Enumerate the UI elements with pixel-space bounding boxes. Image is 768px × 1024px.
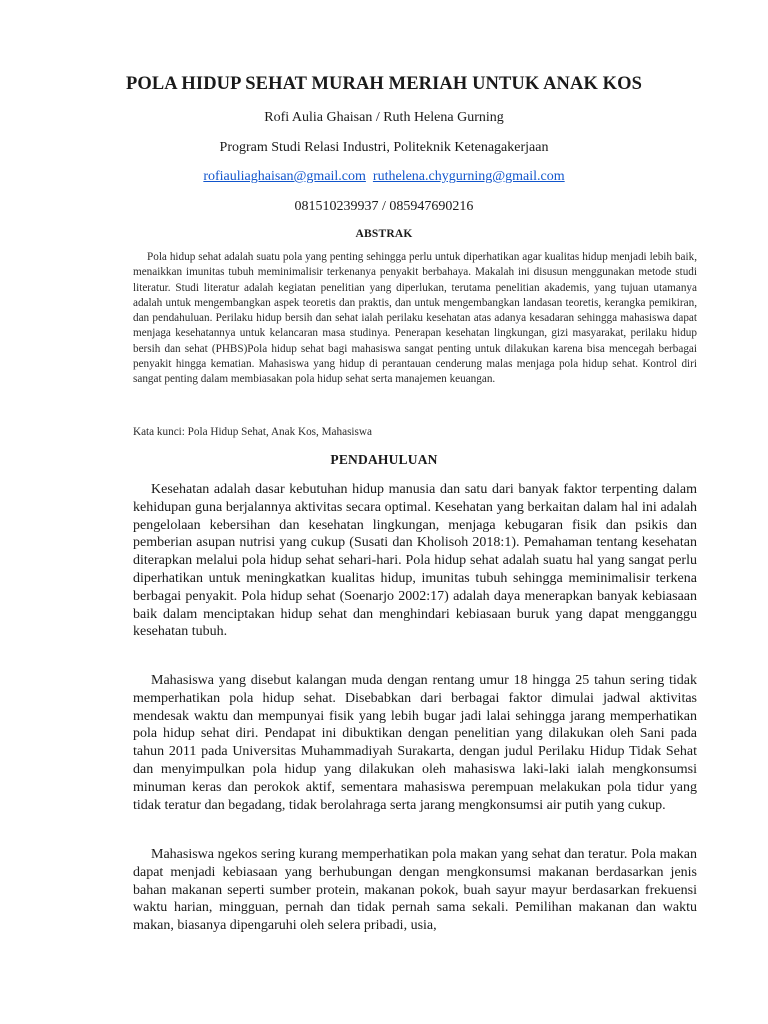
abstract-heading: ABSTRAK — [355, 228, 413, 240]
author-phones: 081510239937 / 085947690216 — [294, 199, 474, 214]
body-paragraph-1: Kesehatan adalah dasar kebutuhan hidup manusia dan satu dari banyak faktor terpenting dalam kehidupan guna berjalannya aktivitas secara optimal. Kesehatan yang berkaitan dalam hal ini adalah pengelolaan kebersihan dan kesehatan lingkungan, menjaga kebugaran fisik dan psikis dan pemberian asupan nutrisi yang cukup (Susati dan Kholisoh 2018:1). Pemahaman tentang kesehatan diterapkan melalui pola hidup sehat sehari-hari. Pola hidup sehat adalah suatu hal yang sangat perlu diperhatikan untuk meningkatkan kualitas hidup, imunitas tubuh sehingga meminimalisir terkena berbagai penyakit. Pola hidup sehat (Soenarjo 2002:17) adalah daya menerapkan banyak kebiasaan baik dalam menciptakan hidup sehat dan menghindari kebiasaan buruk yang dapat mengganggu kesehatan tubuh. — [133, 482, 697, 640]
email-link-2[interactable]: ruthelena.chygurning@gmail.com — [372, 169, 565, 184]
body-paragraph-3: Mahasiswa ngekos sering kurang memperhatikan pola makan yang sehat dan teratur. Pola makan dapat menjadi kebiasaan yang berhubungan dengan mengkonsumsi makanan berdasarkan jenis bahan makanan seperti sumber protein, makanan pokok, buah sayur mayur berdasarkan frekuensi waktu harian, mingguan, pernah dan tidak pernah sama sekali. Pemilihan makanan dan waktu makan, biasanya dipengaruhi oleh selera pribadi, usia, — [133, 847, 697, 934]
abstract-text: Pola hidup sehat adalah suatu pola yang penting sehingga perlu untuk diperhatikan agar kualitas hidup menjadi lebih baik, menaikkan imunitas tubuh meminimalisir terkenanya penyakit berbahaya. Makalah ini disusun menggunakan metode studi literatur. Studi literatur adalah kegiatan penelitian yang diperlukan, terutama penelitian akademis, yang tujuan utamanya adalah untuk mengembangkan aspek teoretis dan praktis, dan untuk mengembangkan landasan teoretis, kerangka pemikiran, dan pendahuluan. Perilaku hidup bersih dan sehat ialah perilaku kesehatan atas adanya kesadaran sehingga mahasiswa dapat menjaga kesehatannya untuk kelancaran masa studinya. Penerapan kesehatan lingkungan, gizi masyarakat, perilaku hidup bersih dan sehat (PHBS)Pola hidup sehat bagi mahasiswa sangat penting untuk dilakukan karena bisa mencegah berbagai penyakit hingga kematian. Mahasiswa yang hidup di perantauan cenderung malas menjaga pola hidup sehat. Kontrol diri sangat penting dalam membiasakan pola hidup sehat serta manajemen keuangan. — [133, 251, 697, 386]
author-names: Rofi Aulia Ghaisan / Ruth Helena Gurning — [264, 110, 504, 125]
body-paragraph-2: Mahasiswa yang disebut kalangan muda dengan rentang umur 18 hingga 25 tahun sering tidak memperhatikan pola hidup sehat. Disebabkan dari berbagai faktor dimulai jadwal aktivitas mendesak waktu dan mempunyai fisik yang lebih bugar jadi lalai sehingga jarang memperhatikan pola hidup sehat diri. Pendapat ini dibuktikan dengan penelitian yang dilakukan oleh Sani pada tahun 2011 pada Universitas Muhammadiyah Surakarta, dengan judul Perilaku Hidup Tidak Sehat dan menyimpulkan pola hidup yang dilakukan oleh mahasiswa laki-laki ialah mengkonsumsi minuman keras dan perokok aktif, sementara mahasiswa perempuan melakukan pola tidur yang tidak teratur dan begadang, tidak berolahraga serta jarang mengkonsumsi air putih yang cukup. — [133, 673, 697, 813]
email-link-1[interactable]: rofiauliaghaisan@gmail.com — [203, 169, 366, 184]
author-affiliation: Program Studi Relasi Industri, Politeknik Ketenagakerjaan — [219, 140, 549, 155]
keywords-line: Kata kunci: Pola Hidup Sehat, Anak Kos, Mahasiswa — [133, 426, 372, 438]
section-heading: PENDAHULUAN — [330, 452, 438, 467]
author-emails — [0, 169, 768, 185]
paper-title: POLA HIDUP SEHAT MURAH MERIAH UNTUK ANAK KOS — [125, 74, 643, 94]
